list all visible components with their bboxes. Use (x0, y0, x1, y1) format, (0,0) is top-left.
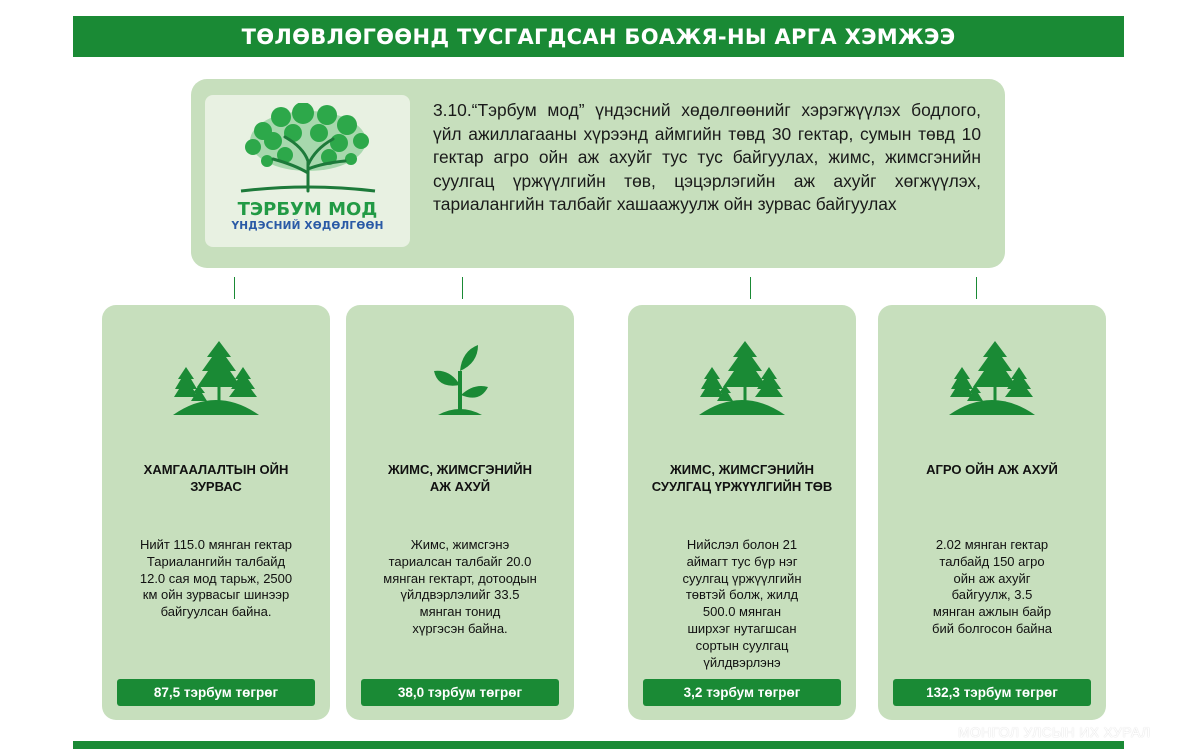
measure-description: 3.10.“Тэрбум мод” үндэсний хөдөлгөөнийг хэрэгжүүлэх бодлого, үйл ажиллагааны хүрээнд аймгийн төвд 30 гектар, сумын төвд 10 гектар агро ойн аж ахуйг тус тус байгуулах, жимс, жимсгэнийн суулгац үржүүлгийн төв, цэцэрлэгийн аж ахуйг хөгжүүлэх, тариалангийн талбайг хашаажуулж ойн зурвас байгуулах (433, 100, 981, 215)
forest-icon (699, 341, 785, 415)
card-agroforestry (878, 305, 1106, 720)
forest-icon (949, 341, 1035, 415)
logo-name: ТЭРБУМ МОД (237, 199, 378, 220)
main-measure-panel (191, 79, 1005, 268)
card-seedling-nursery (628, 305, 856, 720)
card-description: Нийслэл болон 21 аймагт тус бүр нэг суулгац үржүүлгийн төвтэй болж, жилд 500.0 мянган ширхэг нутагшсан сортын суулгац үйлдвэрлэнэ (682, 537, 802, 670)
connector-line (234, 277, 235, 299)
card-title: АГРО ОЙН АЖ АХУЙ (926, 462, 1058, 477)
card-protective-forest-strip (102, 305, 330, 720)
budget-badge: 87,5 тэрбум төгрөг (117, 679, 315, 706)
page-title: ТӨЛӨВЛӨГӨӨНД ТУСГАГДСАН БОАЖЯ-НЫ АРГА ХЭМЖЭЭ (73, 16, 1124, 57)
watermark-text: МОНГОЛ УЛСЫН ИХ ХУРАЛ (958, 724, 1151, 740)
logo-subtitle: ҮНДЭСНИЙ ХӨДӨЛГӨӨН (231, 220, 384, 232)
card-fruit-farming (346, 305, 574, 720)
forest-icon (173, 341, 259, 415)
tree-logo-icon (233, 103, 383, 199)
connector-line (750, 277, 751, 299)
footer-bar (73, 741, 1124, 749)
budget-badge: 38,0 тэрбум төгрөг (361, 679, 559, 706)
card-description: Жимс, жимсгэнэ тариалсан талбайг 20.0 мянган гектарт, дотоодын үйлдвэрлэлийг 33.5 мянган тонид хүргэсэн байна. (383, 537, 537, 636)
connector-line (976, 277, 977, 299)
card-title: ЖИМС, ЖИМСГЭНИЙН СУУЛГАЦ ҮРЖҮҮЛГИЙН ТӨВ (651, 462, 833, 494)
card-title: ЖИМС, ЖИМСГЭНИЙН АЖ АХУЙ (388, 462, 532, 494)
connector-line (462, 277, 463, 299)
card-title: ХАМГААЛАЛТЫН ОЙН ЗУРВАС (143, 462, 289, 494)
card-description: 2.02 мянган гектар талбайд 150 агро ойн аж ахуйг байгуулж, 3.5 мянган ажлын байр бий болгосон байна (932, 537, 1052, 636)
seedling-icon (430, 341, 490, 415)
card-description: Нийт 115.0 мянган гектар Тариалангийн талбайд 12.0 сая мод тарьж, 2500 км ойн зурвасыг шинээр байгуулсан байна. (139, 537, 293, 620)
terbum-mod-logo (205, 95, 410, 247)
budget-badge: 3,2 тэрбум төгрөг (643, 679, 841, 706)
budget-badge: 132,3 тэрбум төгрөг (893, 679, 1091, 706)
